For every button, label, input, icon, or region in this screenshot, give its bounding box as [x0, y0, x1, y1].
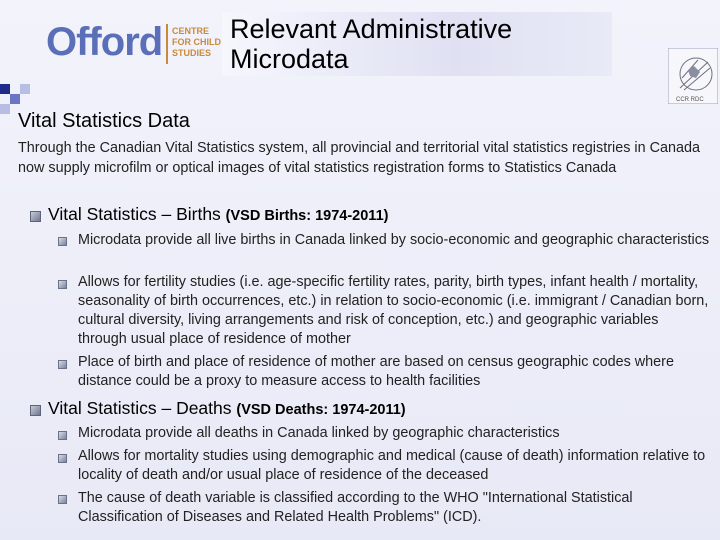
rdc-seal-icon	[668, 48, 718, 104]
logo-line-2: FOR CHILD	[172, 37, 221, 47]
deaths-title-text: Vital Statistics – Deaths	[48, 398, 232, 418]
sub-bullet-icon	[58, 280, 67, 289]
bullet-icon	[30, 405, 41, 416]
logo-wordmark: Offord	[46, 20, 163, 64]
slide-title	[230, 14, 512, 74]
logo-line-3: STUDIES	[172, 48, 212, 58]
intro-paragraph: Through the Canadian Vital Statistics system, all provincial and territorial vital statistics registries in Canada now supply microfilm or optical images of vital statistics registration forms to Statistics Canada	[18, 140, 700, 176]
births-item-3: Place of birth and place of residence of mother are based on census geographic codes where distance could be a proxy to measure access to health facilities	[78, 354, 674, 389]
logo-subtitle	[172, 26, 224, 59]
title-box	[222, 12, 612, 76]
births-title-text: Vital Statistics – Births	[48, 204, 221, 224]
births-item-1: Microdata provide all live births in Canada linked by socio-economic and geographic characteristics	[78, 232, 710, 248]
sub-bullet-icon	[58, 237, 67, 246]
sub-bullet-icon	[58, 495, 67, 504]
offord-logo	[44, 20, 224, 70]
square	[0, 104, 10, 114]
section-heading: Vital Statistics Data	[18, 110, 190, 132]
births-title	[48, 204, 388, 225]
sub-bullet-icon	[58, 454, 67, 463]
logo-divider	[166, 24, 168, 64]
title-line-2: Microdata	[230, 44, 349, 74]
square	[20, 84, 30, 94]
deaths-note: (VSD Deaths: 1974-2011)	[236, 402, 406, 418]
deaths-title	[48, 398, 406, 419]
births-item-2: Allows for fertility studies (i.e. age-specific fertility rates, parity, birth types, infant health / mortality, seasonality of birth occurrences, etc.) in relation to socio-economic (i.e. immigrant / Canadian born, cultural diversity, living arrangements and risk of conception, etc.) and geographic variables through usual place of residence of mother	[78, 274, 709, 347]
sub-bullet-icon	[58, 360, 67, 369]
title-line-1: Relevant Administrative	[230, 14, 513, 44]
bullet-icon	[30, 211, 41, 222]
births-note: (VSD Births: 1974-2011)	[225, 208, 389, 224]
deaths-item-2: Allows for mortality studies using demographic and medical (cause of death) information relative to locality of death and/or usual place of residence of the deceased	[78, 448, 706, 483]
logo-line-1: CENTRE	[172, 26, 210, 36]
square	[10, 94, 20, 104]
square	[0, 84, 10, 94]
sub-bullet-icon	[58, 431, 67, 440]
deaths-item-1: Microdata provide all deaths in Canada linked by geographic characteristics	[78, 425, 560, 441]
seal-text: CCR RDC	[676, 97, 704, 103]
deaths-item-3: The cause of death variable is classified according to the WHO "International Statistical Classification of Diseases and Related Health Problems" (ICD).	[78, 490, 633, 525]
